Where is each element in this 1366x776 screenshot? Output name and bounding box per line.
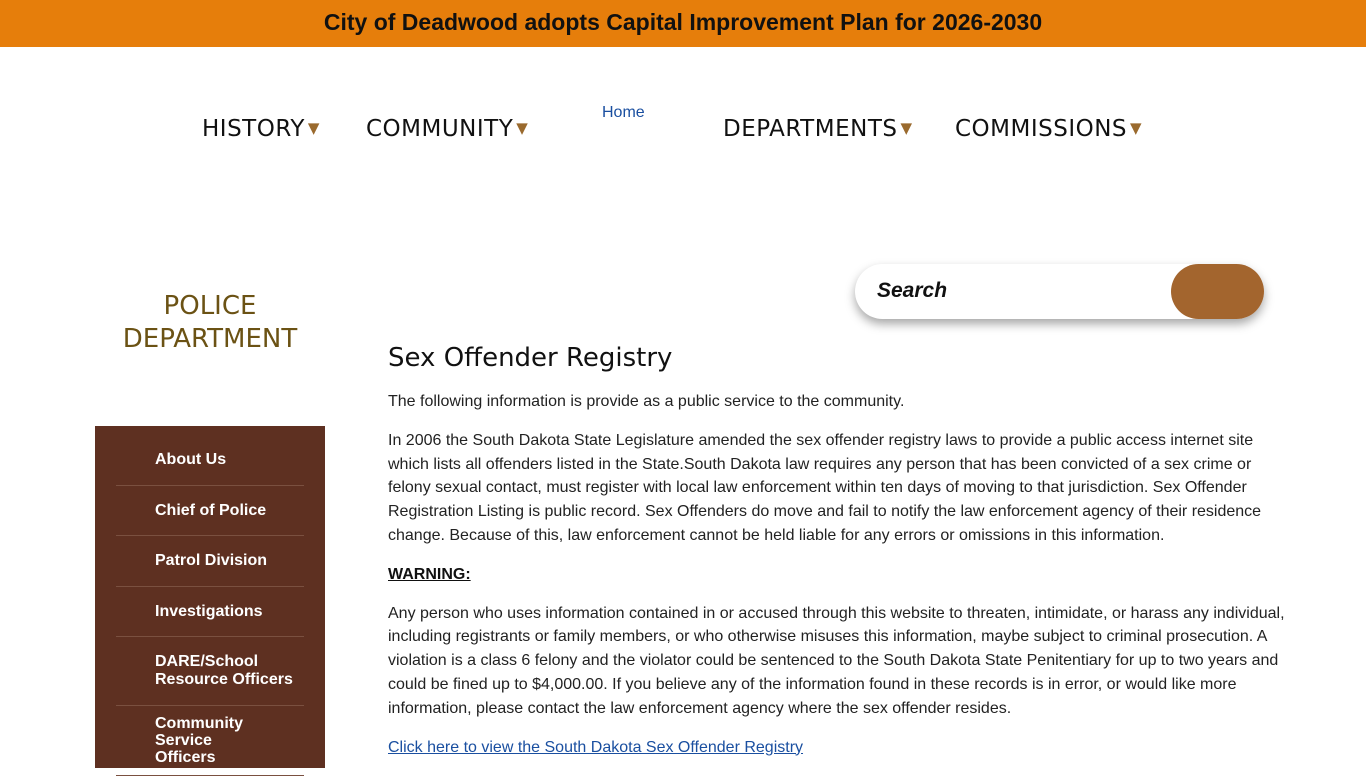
page-title: Sex Offender Registry <box>388 343 673 373</box>
sidebar-item-dare[interactable]: DARE/School Resource Officers <box>116 637 304 706</box>
dropdown-arrow-icon: ▼ <box>1130 119 1143 137</box>
law-paragraph: In 2006 the South Dakota State Legislature amended the sex offender registry laws to provide a public access internet site which lists all offenders listed in the State.South Dakota law requires any person that has been convicted of a sex crime or felony sexual contact, must register with local law enforcement within ten days of moving to that jurisdiction. Sex Offender Registration Listing is public record. Sex Offenders do move and fail to notify the law enforcement agency of their residence change. Because of this, law enforcement cannot be held liable for any errors or omissions in this information. <box>388 431 1262 544</box>
search-box <box>855 264 1264 319</box>
announcement-banner[interactable]: City of Deadwood adopts Capital Improvement Plan for 2026-2030 <box>0 0 1366 47</box>
dropdown-arrow-icon: ▼ <box>307 119 320 137</box>
dropdown-arrow-icon: ▼ <box>516 119 529 137</box>
nav-label: HISTORY <box>202 116 305 142</box>
sidebar-item-chief[interactable]: Chief of Police <box>116 486 304 536</box>
sidebar-item-cso[interactable]: Community Service Officers <box>116 706 304 776</box>
section-title-line: POLICE <box>163 291 257 321</box>
nav-label: DEPARTMENTS <box>723 116 898 142</box>
nav-commissions[interactable] <box>955 116 1142 142</box>
nav-history[interactable] <box>202 116 320 142</box>
dropdown-arrow-icon: ▼ <box>900 119 913 137</box>
section-title <box>95 290 325 356</box>
nav-label: COMMUNITY <box>366 116 514 142</box>
nav-community[interactable] <box>366 116 528 142</box>
home-logo-link[interactable] <box>602 104 645 122</box>
home-alt-text: Home <box>602 104 645 121</box>
sidebar-menu <box>95 426 325 768</box>
nav-departments[interactable] <box>723 116 913 142</box>
warning-paragraph: Any person who uses information contained in or accused through this website to threaten, intimidate, or harass any individual, including registrants or family members, or who otherwise misuses this information, maybe subject to criminal prosecution. A violation is a class 6 felony and the violator could be sentenced to the South Dakota State Penitentiary for up to two years and could be fined up to $4,000.00. If you believe any of the information found in these records is in error, or would like more information, please contact the law enforcement agency where the sex offender resides. <box>388 604 1285 717</box>
sidebar-item-patrol[interactable]: Patrol Division <box>116 536 304 587</box>
search-input[interactable] <box>877 276 1157 306</box>
nav-label: COMMISSIONS <box>955 116 1128 142</box>
sidebar-item-investigations[interactable]: Investigations <box>116 587 304 637</box>
registry-link[interactable]: Click here to view the South Dakota Sex Offender Registry <box>388 738 804 756</box>
sidebar-item-about-us[interactable]: About Us <box>116 426 304 486</box>
search-button[interactable] <box>1171 264 1264 319</box>
intro-paragraph: The following information is provide as a public service to the community. <box>388 393 905 410</box>
main-content <box>388 390 1298 774</box>
section-title-line: DEPARTMENT <box>122 324 298 354</box>
warning-heading: WARNING: <box>388 565 471 583</box>
